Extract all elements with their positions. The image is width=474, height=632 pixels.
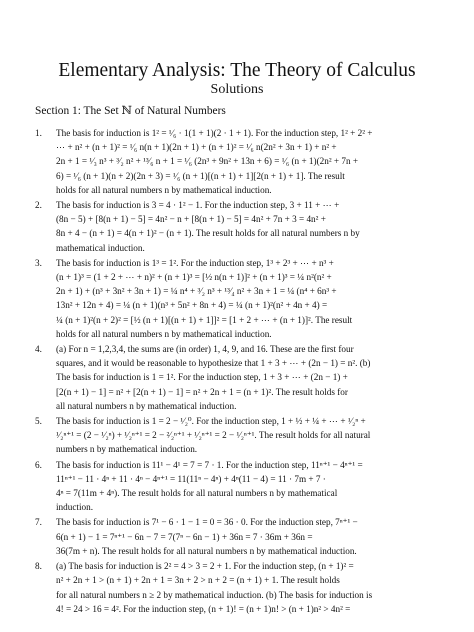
solution-item — [35, 126, 440, 197]
item-text: (a) The basis for induction is 2² = 4 > 3 = 2 + 1. For the induction step, (n + 1)² = n² + 2n + 1 > (n + 1) + 2n + 1 = 3n + 2 > n + 2 = (n + 1) + 1. The result holds for all natural numbers n ≥ 2 by mathematical induction. (b) The basis for induction is 4! = 24 > 16 = 4². For the induction step, (n + 1)! = (n + 1)n! > (n + 1)n² > 4n² = — [56, 561, 373, 614]
section-heading: Section 1: The Set ℕ of Natural Numbers — [35, 105, 226, 117]
item-number: 1. — [35, 128, 42, 138]
item-number: 2. — [35, 200, 42, 211]
document-subtitle: Solutions — [210, 82, 264, 97]
solution-item — [35, 342, 440, 413]
item-number: 3. — [35, 257, 42, 268]
item-number: 7. — [35, 517, 42, 528]
item-number: 5. — [35, 416, 42, 427]
item-text: The basis for induction is 1 = 2 − ¹⁄₂⁰. For the induction step, 1 + ½ + ¼ + ⋯ + ¹⁄₂ⁿ + ¹⁄₂ⁿ⁺¹ = (2 − ¹⁄₂ⁿ) + ¹⁄₂ⁿ⁺¹ = 2 − ²⁄₂ⁿ⁺¹ + ¹⁄₂ⁿ⁺¹ = 2 − ¹⁄₂ⁿ⁺¹. The result holds for all natural numbers n by mathematical induction. — [56, 416, 371, 455]
solution-item — [35, 414, 440, 457]
solution-item — [35, 515, 440, 558]
item-number: 8. — [35, 561, 42, 572]
item-text: (a) For n = 1,2,3,4, the sums are (in order) 1, 4, 9, and 16. These are the first four squares, and it would be reasonable to hypothesize that 1 + 3 + ⋯ + (2n − 1) = n². (b) The basis for induction is 1 = 1². For the induction step, 1 + 3 + ⋯ + (2n − 1) + [2(n + 1) − 1] = n² + [2(n + 1) − 1] = n² + 2n + 1 = (n + 1)². The result holds for all natural numbers n by mathematical induction. — [56, 344, 371, 411]
item-text: The basis for induction is 11¹ − 4¹ = 7 = 7 · 1. For the induction step, 11ⁿ⁺¹ − 4ⁿ⁺¹ = 11ⁿ⁺¹ − 11 · 4ⁿ + 11 · 4ⁿ − 4ⁿ⁺¹ = 11(11ⁿ − 4ⁿ) + 4ⁿ(11 − 4) = 11 · 7m + 7 · 4ⁿ = 7(11m + 4ⁿ). The result holds for all natural numbers n by mathematical induction. — [56, 459, 363, 513]
solution-item — [35, 198, 440, 255]
solution-item — [35, 256, 440, 341]
item-text: The basis for induction is 1³ = 1². For the induction step, 1³ + 2³ + ⋯ + n³ + (n + 1)³ = (1 + 2 + ⋯ + n)² + (n + 1)³ = [½ n(n + 1)]² + (n + 1)³ = ¼ n²(n² + 2n + 1) + (n³ + 3n² + 3n + 1) = ¼ n⁴ + ³⁄₂ n³ + ¹³⁄₄ n² + 3n + 1 = ¼ (n⁴ + 6n³ + 13n² + 12n + 4) = ¼ (n + 1)(n³ + 5n² + 8n + 4) = ¼ (n + 1)²(n² + 4n + 4) = ¼ (n + 1)²(n + 2)² = [½ (n + 1)[(n + 1) + 1]]² = [1 + 2 + ⋯ + (n + 1)]². The result holds for all natural numbers n by mathematical induction. — [56, 257, 353, 339]
document-title: Elementary Analysis: The Theory of Calculus — [58, 60, 416, 81]
item-text: The basis for induction is 3 = 4 · 1² − 1. For the induction step, 3 + 11 + ⋯ + (8n − 5) + [8(n + 1) − 5] = 4n² − n + [8(n + 1) − 5] = 4n² + 7n + 3 = 4n² + 8n + 4 − (n + 1) = 4(n + 1)² − (n + 1). The result holds for all natural numbers n by mathematical induction. — [56, 200, 360, 253]
solution-item — [35, 559, 440, 616]
solution-list — [35, 126, 440, 617]
item-number: 6. — [35, 459, 42, 470]
solution-item — [35, 458, 440, 515]
item-number: 4. — [35, 344, 42, 355]
item-text: The basis for induction is 1² = ¹⁄₆ · 1(1 + 1)(2 · 1 + 1). For the induction step, 1² + 2² + ⋯ + n² + (n + 1)² = ¹⁄₆ n(n + 1)(2n + 1) + (n + 1)² = ¹⁄₆ n(2n² + 3n + 1) + n² + 2n + 1 = ¹⁄₃ n³ + ³⁄₂ n² + ¹³⁄₆ n + 1 = ¹⁄₆ (2n³ + 9n² + 13n + 6) = ¹⁄₆ (n + 1)(2n² + 7n + 6) = ¹⁄₆ (n + 1)(n + 2)(2n + 3) = ¹⁄₆ (n + 1)[(n + 1) + 1][2(n + 1) + 1]. The result holds for all natural numbers n by mathematical induction. — [56, 128, 373, 195]
item-text: The basis for induction is 7¹ − 6 · 1 − 1 = 0 = 36 · 0. For the induction step, 7ⁿ⁺¹ − 6(n + 1) − 1 = 7ⁿ⁺¹ − 6n − 7 = 7(7ⁿ − 6n − 1) + 36n = 7 · 36m + 36n = 36(7m + n). The result holds for all natural numbers n by mathematical induction. — [56, 517, 358, 556]
